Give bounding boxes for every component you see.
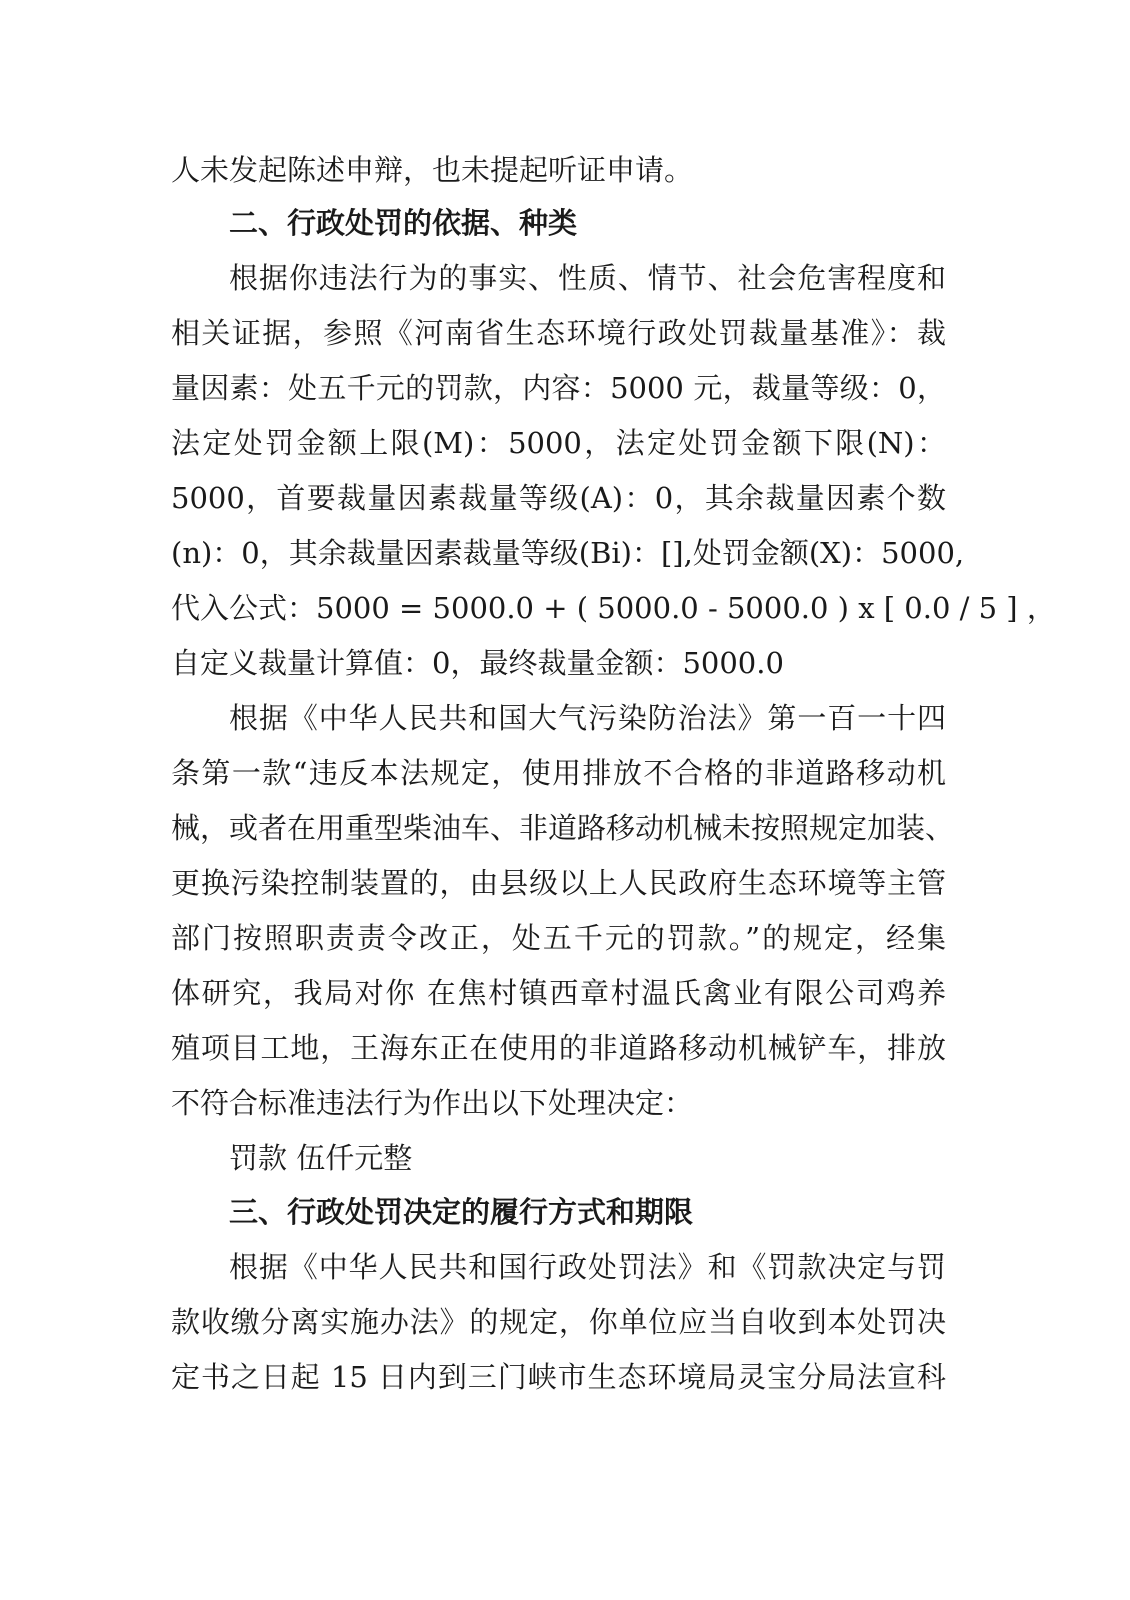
paragraph-line: 5000，首要裁量因素裁量等级(A)：0，其余裁量因素个数 — [171, 481, 946, 515]
section-heading: 二、行政处罚的依据、种类 — [229, 206, 578, 240]
paragraph-line: 更换污染控制装置的，由县级以上人民政府生态环境等主管 — [171, 866, 946, 900]
paragraph-line: 法定处罚金额上限(M)：5000，法定处罚金额下限(N)： — [171, 426, 946, 460]
paragraph-line: 款收缴分离实施办法》的规定，你单位应当自收到本处罚决 — [171, 1305, 946, 1339]
paragraph-line: 部门按照职责责令改正，处五千元的罚款。”的规定，经集 — [171, 921, 946, 955]
paragraph-line: 械，或者在用重型柴油车、非道路移动机械未按照规定加装、 — [171, 811, 955, 845]
section-heading: 三、行政处罚决定的履行方式和期限 — [229, 1195, 694, 1229]
paragraph-line: 定书之日起 15 日内到三门峡市生态环境局灵宝分局法宣科 — [171, 1360, 946, 1394]
paragraph-line: 人未发起陈述申辩，也未提起听证申请。 — [171, 153, 694, 187]
paragraph-line: 不符合标准违法行为作出以下处理决定： — [171, 1086, 694, 1120]
penalty-amount: 罚款 伍仟元整 — [229, 1141, 413, 1175]
paragraph-line: 条第一款“违反本法规定，使用排放不合格的非道路移动机 — [171, 756, 946, 790]
paragraph-line: 殖项目工地，王海东正在使用的非道路移动机械铲车，排放 — [171, 1031, 946, 1065]
paragraph-line: 量因素：处五千元的罚款，内容：5000 元，裁量等级：0， — [171, 371, 946, 405]
paragraph-line: 体研究，我局对你 在焦村镇西章村温氏禽业有限公司鸡养 — [171, 976, 946, 1010]
paragraph-line: 相关证据，参照《河南省生态环境行政处罚裁量基准》：裁 — [171, 316, 946, 350]
paragraph-line: 自定义裁量计算值：0，最终裁量金额：5000.0 — [171, 646, 784, 680]
paragraph-line: 根据《中华人民共和国大气污染防治法》第一百一十四 — [229, 701, 946, 735]
paragraph-line: (n)：0，其余裁量因素裁量等级(Bi)：[],处罚金额(X)：5000, — [171, 536, 965, 570]
paragraph-line: 根据你违法行为的事实、性质、情节、社会危害程度和 — [229, 261, 946, 295]
paragraph-line: 根据《中华人民共和国行政处罚法》和《罚款决定与罚 — [229, 1250, 946, 1284]
paragraph-line: 代入公式：5000 = 5000.0 + ( 5000.0 - 5000.0 ) x [ 0.0 / 5 ] ， — [171, 591, 1056, 625]
